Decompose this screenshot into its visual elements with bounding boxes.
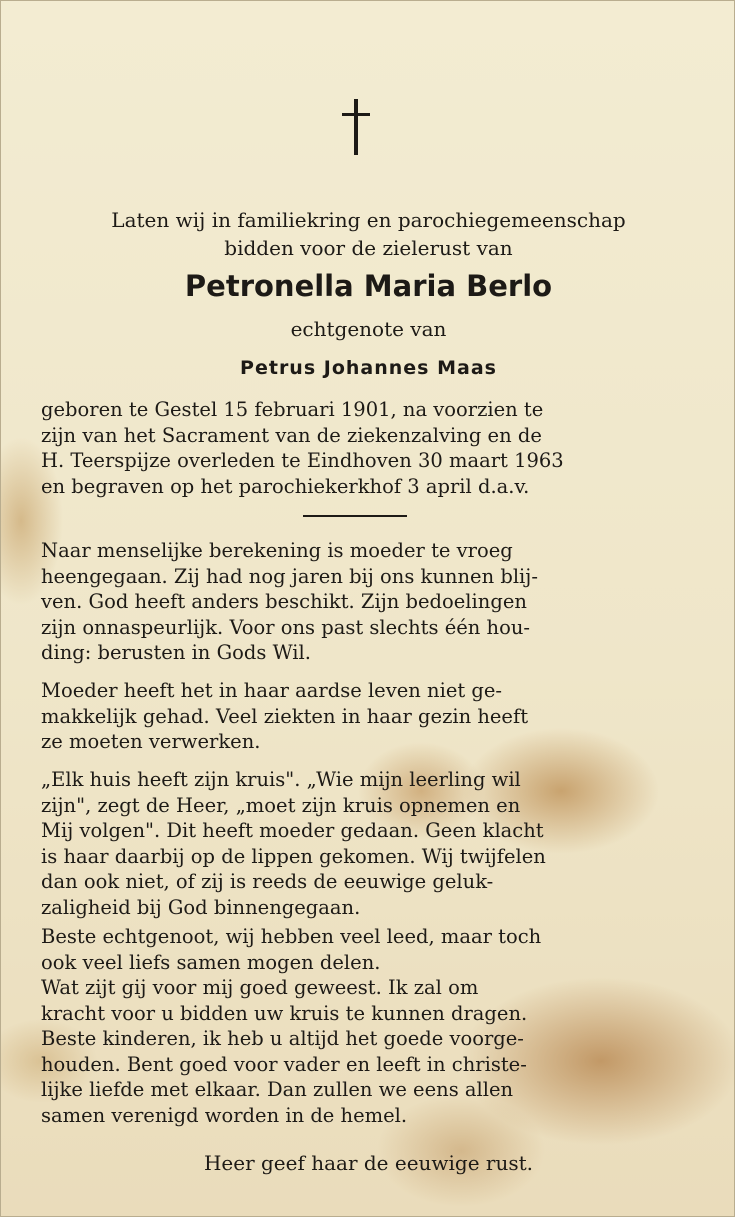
text-line: Beste kinderen, ik heb u altijd het goede voorge- bbox=[41, 1027, 524, 1050]
biography-paragraph bbox=[41, 397, 676, 499]
text-line: ook veel liefs samen mogen delen. bbox=[41, 950, 381, 974]
spouse-label: echtgenote van bbox=[290, 317, 447, 341]
text-line: dan ook niet, of zij is reeds de eeuwige geluk- bbox=[41, 870, 494, 893]
text-line: H. Teerspijze overleden te Eindhoven 30 maart 1963 bbox=[41, 449, 564, 472]
text-line: samen verenigd worden in de hemel. bbox=[41, 1103, 408, 1127]
text-line: kracht voor u bidden uw kruis te kunnen dragen. bbox=[41, 1001, 528, 1025]
paragraph-4 bbox=[41, 767, 676, 920]
text-line: ze moeten verwerken. bbox=[41, 730, 261, 753]
deceased-name: Petronella Maria Berlo bbox=[184, 269, 553, 303]
spouse-name: Petrus Johannes Maas bbox=[240, 357, 497, 379]
paragraph-5 bbox=[41, 924, 676, 1128]
text-line: Wat zijt gij voor mij goed geweest. Ik zal om bbox=[41, 976, 479, 999]
text-line: geboren te Gestel 15 februari 1901, na voorzien te bbox=[41, 398, 544, 421]
text-line: zijn van het Sacrament van de ziekenzalving en de bbox=[41, 423, 542, 447]
intro-line: Laten wij in familiekring en parochiegemeenschap bbox=[111, 208, 626, 232]
intro-line: bidden voor de zielerust van bbox=[224, 236, 513, 260]
text-line: is haar daarbij op de lippen gekomen. Wij twijfelen bbox=[41, 844, 546, 868]
paragraph-2 bbox=[41, 538, 676, 666]
text-line: zijn onnaspeurlijk. Voor ons past slechts één hou- bbox=[41, 615, 530, 639]
text-line: heengegaan. Zij had nog jaren bij ons kunnen blij- bbox=[41, 564, 538, 588]
text-line: ding: berusten in Gods Wil. bbox=[41, 641, 311, 664]
text-line: en begraven op het parochiekerkhof 3 april d.a.v. bbox=[41, 474, 530, 498]
text-line: makkelijk gehad. Veel ziekten in haar gezin heeft bbox=[41, 704, 529, 728]
text-line: Naar menselijke berekening is moeder te vroeg bbox=[41, 539, 513, 562]
divider bbox=[303, 515, 407, 517]
text-line: ven. God heeft anders beschikt. Zijn bedoelingen bbox=[41, 590, 527, 613]
paragraph-3 bbox=[41, 678, 676, 755]
cross-icon bbox=[338, 99, 374, 159]
text-line: lijke liefde met elkaar. Dan zullen we eens allen bbox=[41, 1078, 514, 1101]
text-line: houden. Bent goed voor vader en leeft in christe- bbox=[41, 1052, 527, 1076]
text-line: Moeder heeft het in haar aardse leven niet ge- bbox=[41, 679, 503, 702]
text-line: Mij volgen". Dit heeft moeder gedaan. Geen klacht bbox=[41, 819, 544, 842]
text-line: Beste echtgenoot, wij hebben veel leed, maar toch bbox=[41, 925, 542, 948]
text-line: zijn", zegt de Heer, „moet zijn kruis opnemen en bbox=[41, 793, 521, 817]
closing-prayer: Heer geef haar de eeuwige rust. bbox=[203, 1151, 534, 1175]
intro-text bbox=[1, 206, 735, 262]
text-line: zaligheid bij God binnengegaan. bbox=[41, 895, 361, 919]
text-line: „Elk huis heeft zijn kruis". „Wie mijn leerling wil bbox=[41, 768, 521, 791]
